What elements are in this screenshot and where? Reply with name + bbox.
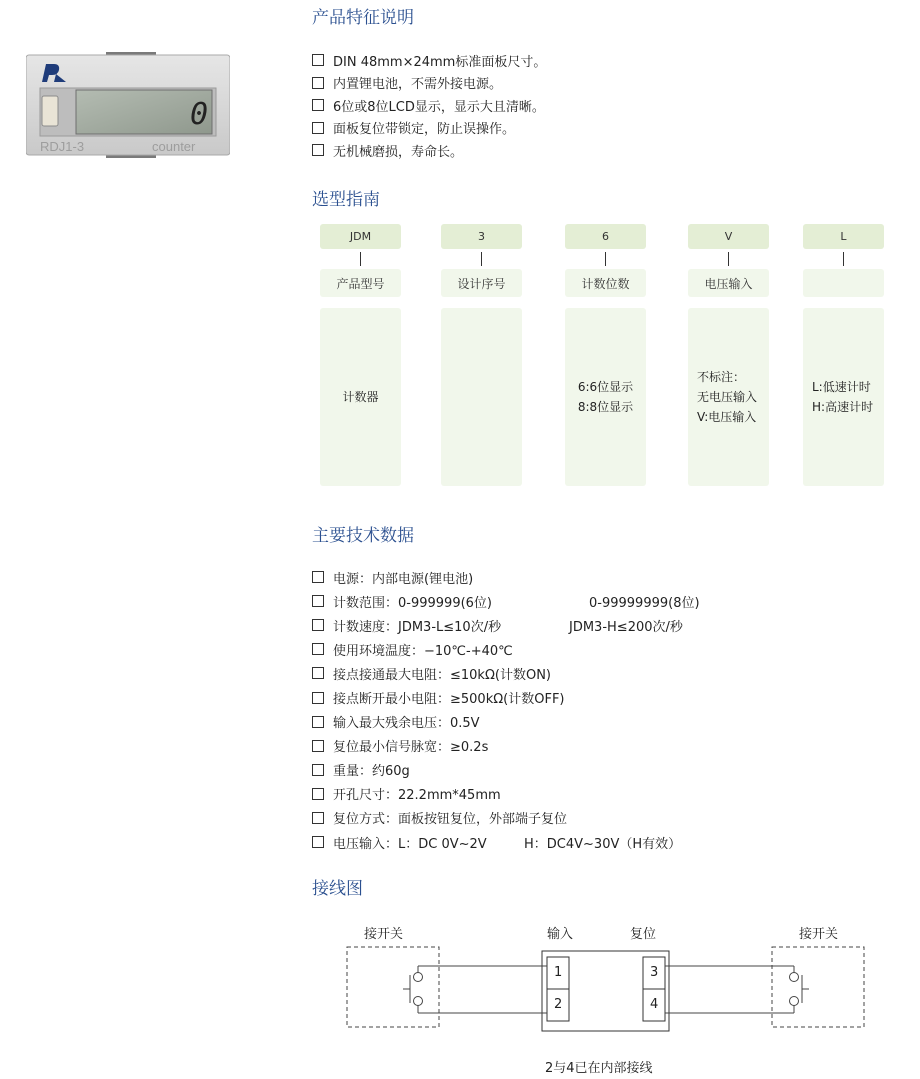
guide-connector	[481, 252, 482, 266]
right-switch-label: 接开关	[799, 927, 839, 942]
guide-connector	[605, 252, 606, 266]
feature-item: 内置锂电池，不需外接电源。	[312, 72, 546, 95]
tech-item: 接点接通最大电阻：≤10kΩ(计数ON)	[312, 661, 567, 685]
checkbox-icon	[312, 812, 324, 824]
feature-item: 6位或8位LCD显示，显示大且清晰。	[312, 94, 546, 117]
left-switch-label: 接开关	[364, 927, 404, 942]
product-counter-label: counter	[152, 139, 196, 154]
guide-name: 计数位数	[565, 269, 646, 297]
product-model-label: RDJ1-3	[40, 139, 85, 154]
guide-name: 产品型号	[320, 269, 401, 297]
checkbox-icon	[312, 77, 324, 89]
checkbox-icon	[312, 619, 324, 631]
checkbox-icon	[312, 667, 324, 679]
lcd-digit: 0	[190, 97, 209, 132]
tech-item: 电源：内部电源(锂电池)	[312, 565, 567, 589]
guide-connector	[360, 252, 361, 266]
checkbox-icon	[312, 692, 324, 704]
input-label: 输入	[547, 927, 574, 942]
tech-item: 开孔尺寸：22.2mm*45mm	[312, 782, 567, 806]
wiring-note: 2与4已在内部接线	[545, 1061, 653, 1076]
wiring-diagram	[330, 905, 890, 1079]
tech-item: 复位方式：面板按钮复位，外部端子复位	[312, 806, 567, 830]
feature-item: 面板复位带锁定，防止误操作。	[312, 117, 546, 140]
guide-desc: L:低速计时 H:高速计时	[803, 308, 884, 486]
checkbox-icon	[312, 99, 324, 111]
terminal-4: 4	[650, 997, 659, 1012]
terminal-1: 1	[554, 965, 563, 980]
checkbox-icon	[312, 788, 324, 800]
checkbox-icon	[312, 764, 324, 776]
wiring-title: 接线图	[312, 879, 363, 899]
tech-item: 电压输入：L：DC 0V~2V H：DC4V~30V（H有效）	[312, 830, 567, 854]
feature-item: DIN 48mm×24mm标准面板尺寸。	[312, 49, 546, 72]
checkbox-icon	[312, 643, 324, 655]
tech-title: 主要技术数据	[312, 526, 414, 546]
features-title: 产品特征说明	[312, 8, 414, 28]
tech-item: 接点断开最小电阻：≥500kΩ(计数OFF)	[312, 685, 567, 709]
guide-title: 选型指南	[312, 190, 380, 210]
tech-item: 计数速度：JDM3-L≤10次/秒 JDM3-H≤200次/秒	[312, 613, 567, 637]
product-image	[26, 52, 230, 158]
guide-desc: 计数器	[320, 308, 401, 486]
feature-item: 无机械磨损，寿命长。	[312, 139, 546, 162]
reset-label: 复位	[630, 927, 657, 942]
guide-name	[803, 269, 884, 297]
tech-item: 复位最小信号脉宽：≥0.2s	[312, 734, 567, 758]
tech-item: 输入最大残余电压：0.5V	[312, 710, 567, 734]
terminal-2: 2	[554, 997, 563, 1012]
checkbox-icon	[312, 836, 324, 848]
checkbox-icon	[312, 571, 324, 583]
selection-guide	[320, 224, 884, 486]
right-switch-contact	[790, 973, 799, 982]
left-switch-box	[347, 947, 439, 1027]
checkbox-icon	[312, 595, 324, 607]
guide-desc	[441, 308, 522, 486]
guide-name: 设计序号	[441, 269, 522, 297]
guide-desc: 不标注： 无电压输入 V:电压输入	[688, 308, 769, 486]
checkbox-icon	[312, 144, 324, 156]
left-switch-contact	[414, 997, 423, 1006]
guide-code: 6	[565, 224, 646, 249]
right-switch-box	[772, 947, 864, 1027]
guide-column-design	[441, 224, 522, 486]
guide-code: 3	[441, 224, 522, 249]
checkbox-icon	[312, 54, 324, 66]
guide-code: JDM	[320, 224, 401, 249]
terminal-3: 3	[650, 965, 659, 980]
tech-list	[312, 565, 700, 854]
guide-connector	[843, 252, 844, 266]
guide-column-speed	[803, 224, 884, 486]
guide-code: L	[803, 224, 884, 249]
guide-name: 电压输入	[688, 269, 769, 297]
tech-item: 使用环境温度：−10℃-+40℃	[312, 637, 567, 661]
guide-desc: 6:6位显示 8:8位显示	[565, 308, 646, 486]
guide-column-digits	[565, 224, 646, 486]
checkbox-icon	[312, 122, 324, 134]
tech-item: 计数范围：0-999999(6位) 0-99999999(8位)	[312, 589, 567, 613]
checkbox-icon	[312, 740, 324, 752]
guide-connector	[728, 252, 729, 266]
checkbox-icon	[312, 716, 324, 728]
left-switch-contact	[414, 973, 423, 982]
right-switch-contact	[790, 997, 799, 1006]
guide-column-voltage	[688, 224, 769, 486]
guide-column-model	[320, 224, 401, 486]
tech-item: 重量：约60g	[312, 758, 567, 782]
features-list	[312, 49, 546, 162]
guide-code: V	[688, 224, 769, 249]
